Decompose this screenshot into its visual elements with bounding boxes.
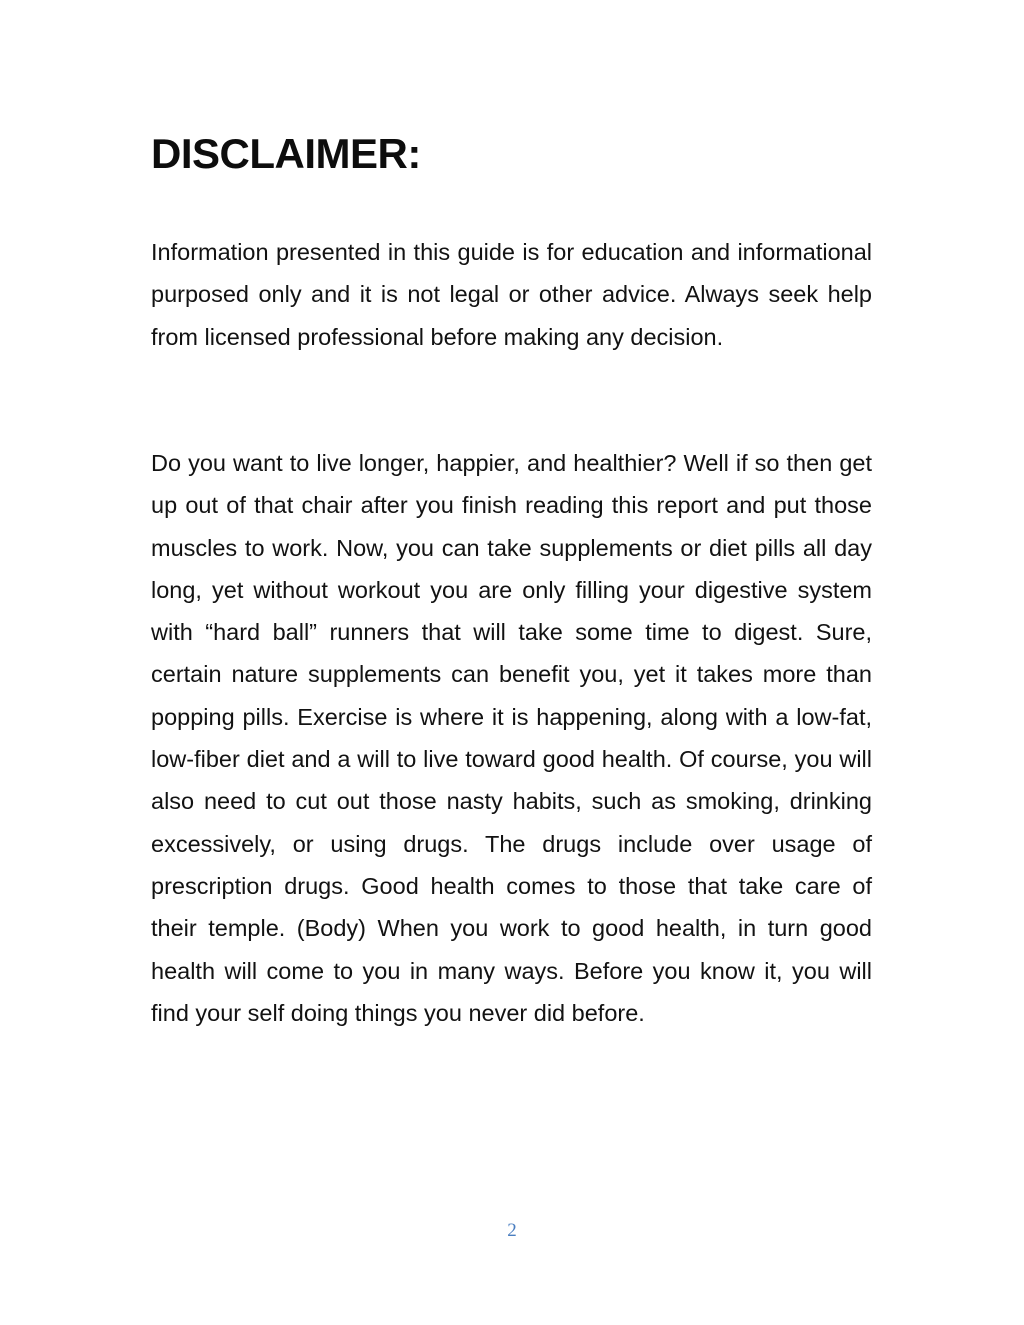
disclaimer-paragraph: Information presented in this guide is for education and informational purposed only and it is not legal or other advice. Always seek help from licensed professional before making any decision. bbox=[151, 239, 872, 350]
body-paragraph: Do you want to live longer, happier, and healthier? Well if so then get up out of that chair after you finish reading this report and put those muscles to work. Now, you can take supplements or diet pills all day long, yet without workout you are only filling your digestive system with “hard ball” runners that will take some time to digest. Sure, certain nature supplements can benefit you, yet it takes more than popping pills. Exercise is where it is happening, along with a low-fat, low-fiber diet and a will to live toward good health. Of course, you will also need to cut out those nasty habits, such as smoking, drinking excessively, or using drugs. The drugs include over usage of prescription drugs. Good health comes to those that take care of their temple. (Body) When you work to good health, in turn good health will come to you in many ways. Before you know it, you will find your self doing things you never did before. bbox=[151, 450, 872, 1026]
page-title: DISCLAIMER: bbox=[151, 130, 421, 177]
page-number: 2 bbox=[507, 1220, 517, 1241]
